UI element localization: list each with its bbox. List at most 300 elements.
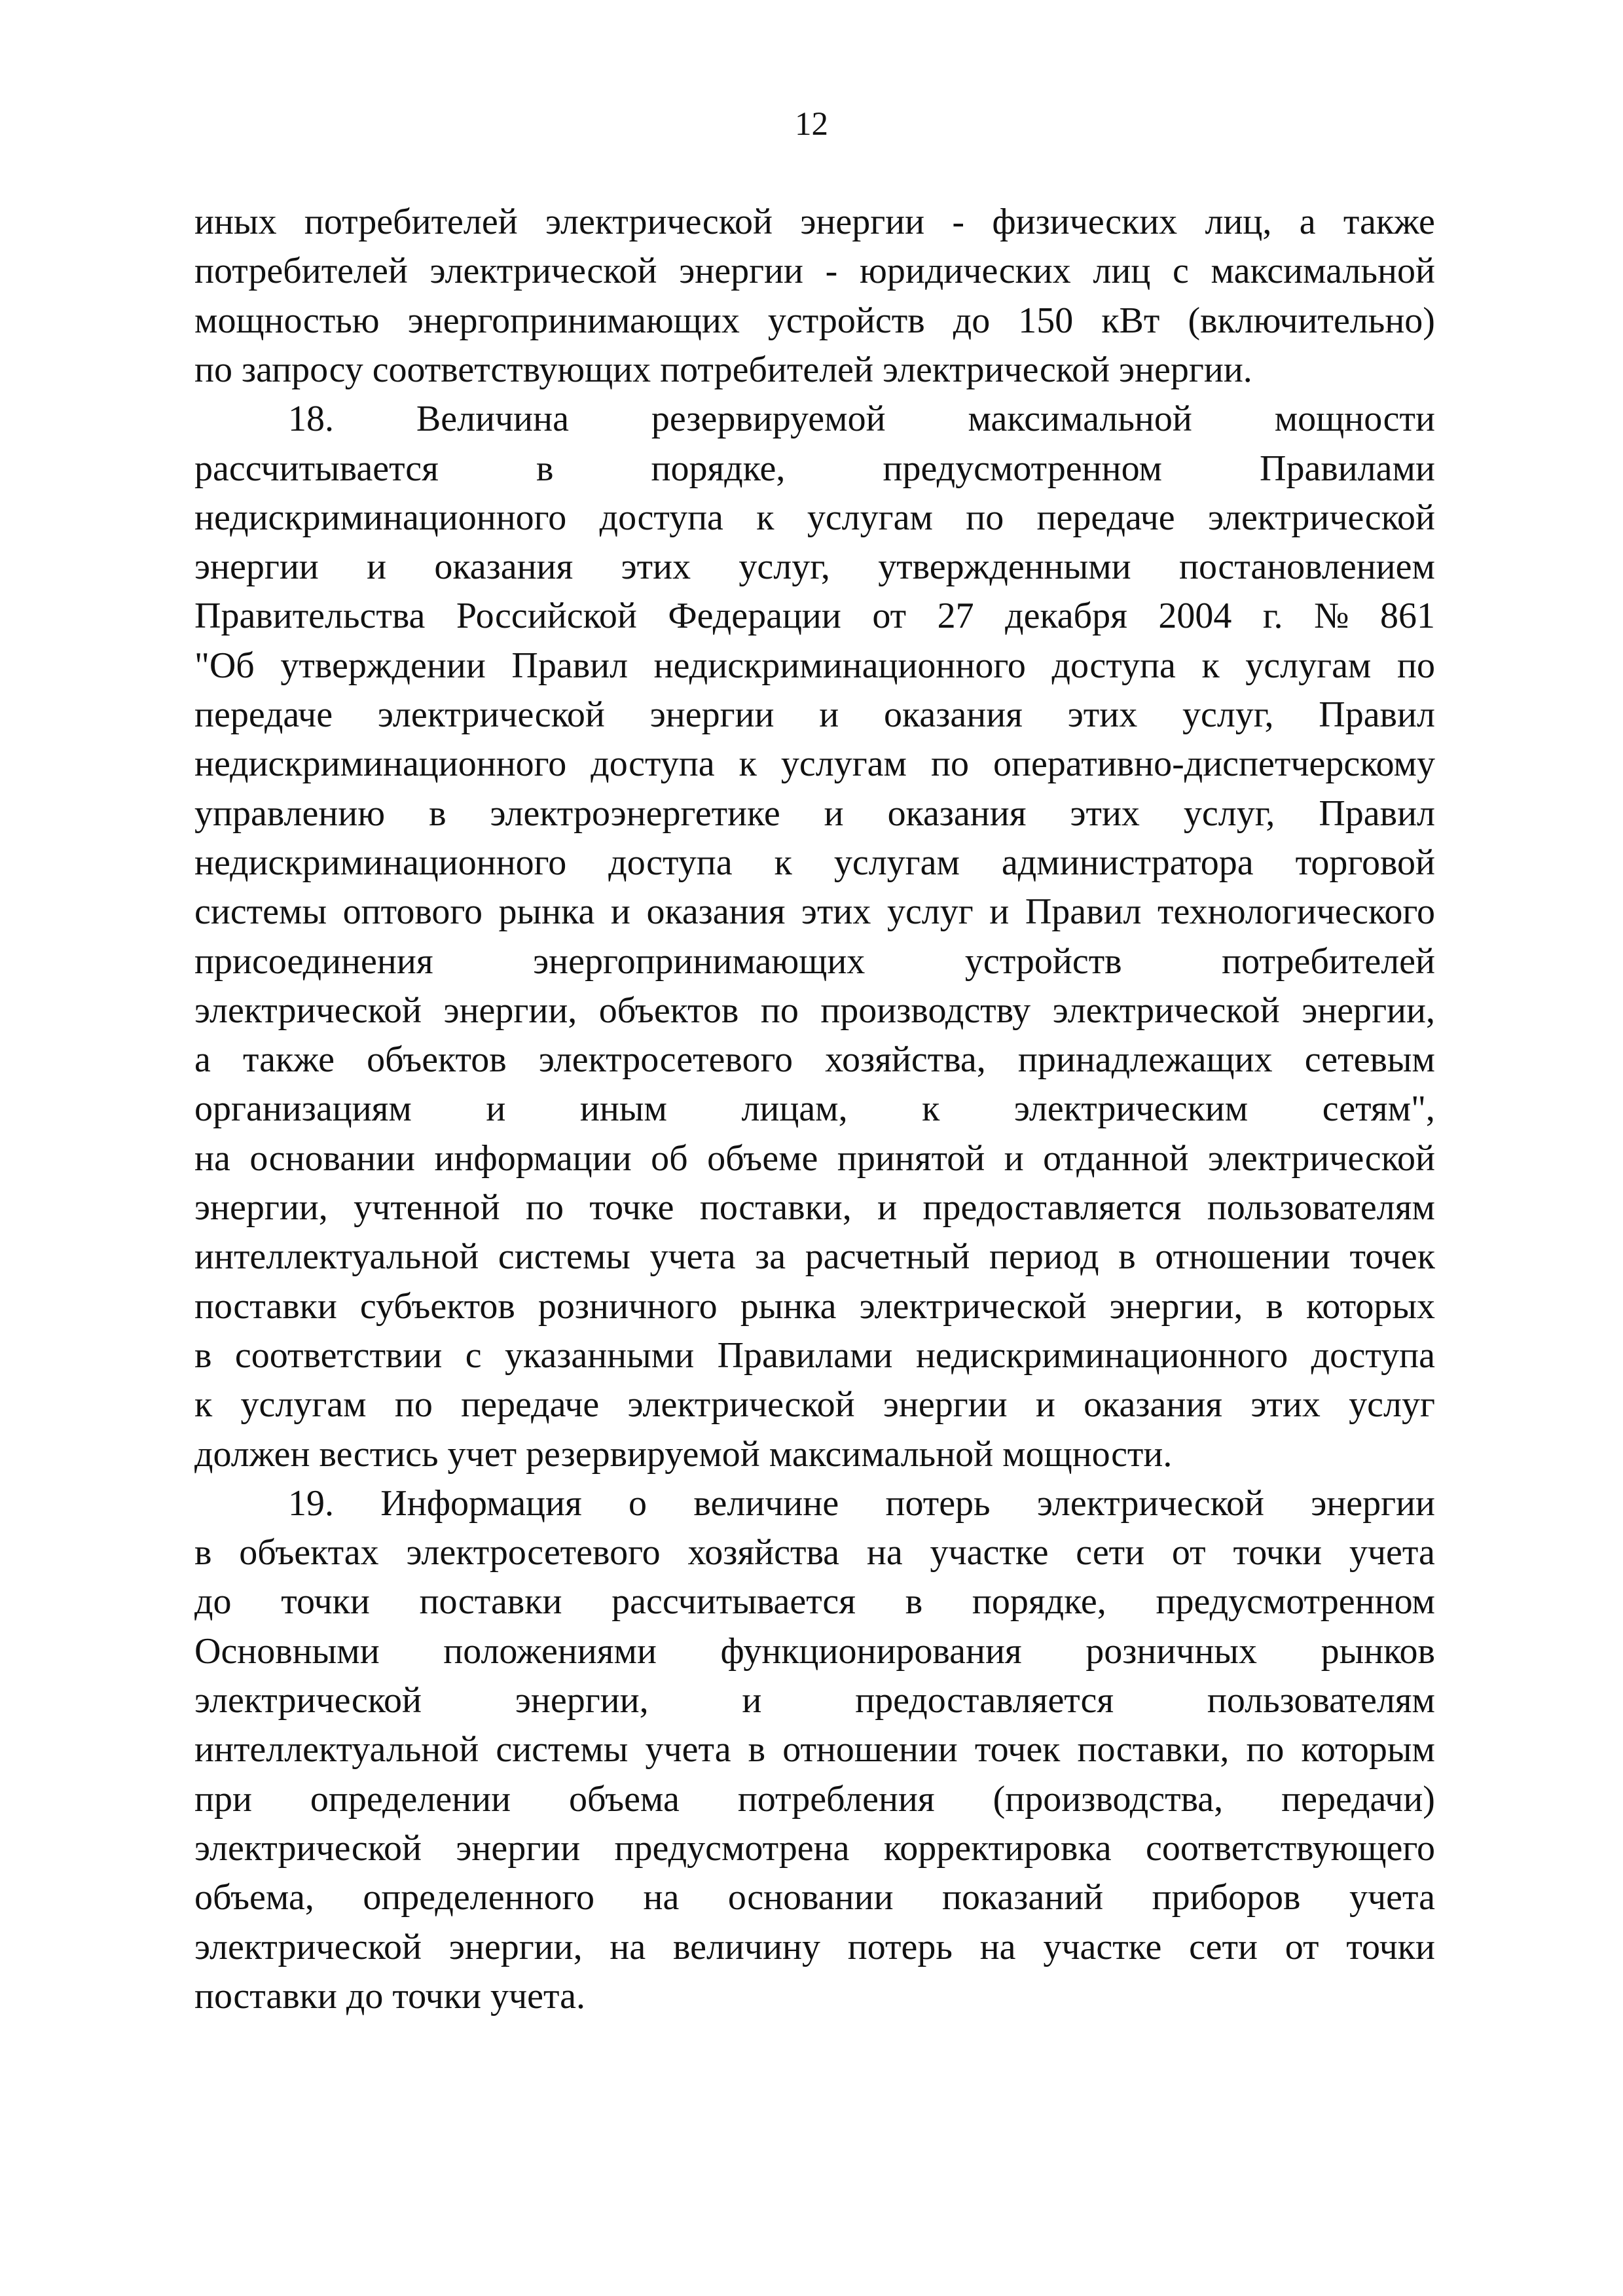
word: энергопринимающих [533,941,866,982]
word: иных [194,202,277,242]
word: энергии [800,202,925,242]
word: в [194,1532,212,1573]
word: энергии, [443,990,577,1031]
word: к [922,1088,940,1129]
word: иным [579,1088,667,1129]
word: точки [1233,1532,1322,1573]
text-line [194,1824,1435,1873]
word: которых [1305,1286,1435,1327]
word: по [394,1384,433,1425]
word: системы [496,1729,629,1770]
word: этих [801,891,871,932]
word: также [1343,202,1435,242]
word: приборов [1152,1877,1301,1918]
word: недискриминационного [194,842,567,883]
word: мощностью [194,300,380,341]
word: учета. [490,1976,586,2017]
word: энергии, [448,1927,583,1967]
word: энергии [649,694,775,735]
text-line [194,1676,1435,1725]
word: энергии [194,547,319,587]
word: до [194,1581,232,1622]
word: энергии, [1109,1286,1243,1327]
text-line [194,1627,1435,1676]
text-line [194,1528,1435,1577]
word: пользователям [1207,1680,1435,1721]
text-line [194,1134,1435,1183]
word: системы [498,1236,630,1277]
word: Федерации [668,596,841,636]
word: величину [673,1927,820,1967]
word: о [629,1483,647,1524]
word: услугам [833,842,960,883]
word: точке [589,1187,674,1228]
page-number: 12 [795,106,828,143]
word: 18. [288,399,334,439]
word: потребителей [194,251,408,291]
word: по [525,1187,564,1228]
word: поставки, [1077,1729,1230,1770]
word: на [866,1532,903,1573]
word: а [194,1039,211,1080]
word: которым [1301,1729,1435,1770]
word: устройств [964,941,1122,982]
word: также [242,1039,335,1080]
word: по [194,350,232,390]
word: Правилами [717,1335,893,1376]
word: услугам [1245,645,1372,686]
word: предусмотренном [1156,1581,1435,1622]
word: розничных [1085,1631,1258,1672]
word: предусмотренном [883,448,1162,489]
word: - [825,251,838,291]
word: мощности [1274,399,1435,439]
word: сетевым [1304,1039,1435,1080]
word: энергии [456,1828,581,1869]
word: за [755,1236,786,1277]
word: объектов [598,990,739,1031]
word: передаче [1036,497,1175,538]
word: электрической [194,1927,422,1967]
word: недискриминационного [194,744,567,784]
word: на [979,1927,1016,1967]
word: энергии, [515,1680,649,1721]
word: услугам [780,744,907,784]
text-line [194,740,1435,788]
word: оказания [434,547,574,587]
word: Величина [416,399,569,439]
word: от [1171,1532,1206,1573]
word: устройств [767,300,925,341]
text-line [194,1085,1435,1133]
word: функционирования [720,1631,1022,1672]
word: к [194,1384,213,1425]
word: доступа [608,842,733,883]
word: технологического [1158,891,1435,932]
word: об [651,1138,688,1179]
text-line [194,1923,1435,1971]
word: утверждении [280,645,486,686]
word: в [1118,1236,1136,1277]
text-line [194,543,1435,591]
word: учета [649,1236,736,1277]
word: сетям", [1322,1088,1435,1129]
text-line [194,1873,1435,1922]
word: по [1396,645,1435,686]
word: потребления [737,1779,935,1820]
word: передаче [194,694,333,735]
word: интеллектуальной [194,1729,479,1770]
word: основании [249,1138,415,1179]
word: электрической [1207,497,1435,538]
word: вестись [319,1434,439,1475]
word: услуг, [739,547,830,587]
word: учтенной [354,1187,500,1228]
word: потерь [847,1927,953,1967]
text-line [194,691,1435,739]
word: электрической [194,1828,422,1869]
word: учета [645,1729,731,1770]
word: запросу [241,350,363,390]
text-line [288,1479,1435,1528]
word: электрической [545,202,773,242]
word: точки [1346,1927,1435,1967]
word: информации [434,1138,632,1179]
word: рынка [740,1286,837,1327]
word: и [367,547,387,587]
word: объема [569,1779,680,1820]
word: по [930,744,969,784]
word: электросетевого [406,1532,661,1573]
word: точки [392,1976,481,2017]
word: величине [693,1483,839,1524]
word: на [643,1877,680,1918]
word: оказания [887,793,1027,834]
word: Правил [1319,694,1435,735]
word: электрической [429,251,657,291]
word: по [760,990,799,1031]
word: поставки [194,1286,337,1327]
word: присоединения [194,941,433,982]
word: и [989,891,1010,932]
text-line [194,198,1435,246]
word: рынка [498,891,595,932]
word: и [819,694,839,735]
word: доступа [1311,1335,1435,1376]
word: этих [1250,1384,1321,1425]
word: № [1314,596,1349,636]
word: электрической [1207,1138,1435,1179]
word: недискриминационного [653,645,1026,686]
text-line [288,395,1435,443]
word: системы [194,891,327,932]
word: услуг, [1183,793,1275,834]
text-line [194,1972,1435,2020]
word: определенного [363,1877,595,1918]
word: этих [621,547,691,587]
word: доступа [591,744,715,784]
word: с [465,1335,482,1376]
word: недискриминационного [194,497,567,538]
word: потребителей [304,202,518,242]
word: передаче [461,1384,600,1425]
word: администратора [1001,842,1254,883]
word: Информация [380,1483,582,1524]
word: предоставляется [855,1680,1114,1721]
word: этих [1067,694,1138,735]
word: энергопринимающих [407,300,740,341]
word: от [1285,1927,1319,1967]
word: оказания [1084,1384,1223,1425]
word: и [1035,1384,1055,1425]
word: услуг, [1182,694,1274,735]
word: участке [1043,1927,1162,1967]
text-line [194,444,1435,493]
text-line [194,1577,1435,1626]
word: энергии. [1119,350,1252,390]
word: и [824,793,844,834]
word: в [905,1581,923,1622]
word: недискриминационного [915,1335,1288,1376]
text-line [194,1380,1435,1429]
word: (производства, [993,1779,1224,1820]
word: Правил [511,645,629,686]
word: и [877,1187,898,1228]
word: лицам, [741,1088,848,1129]
word: электрической [377,694,605,735]
word: в [429,793,447,834]
word: потребителей [660,350,873,390]
word: утвержденными [878,547,1131,587]
word: лиц, [1205,202,1272,242]
word: декабря [1005,596,1127,636]
word: электрической [1052,990,1280,1031]
word: электрической [859,1286,1087,1327]
word: максимальной [1211,251,1435,291]
word: и [742,1680,762,1721]
word: Правилами [1260,448,1435,489]
word: участке [930,1532,1049,1573]
word: при [194,1779,252,1820]
text-line [194,1183,1435,1232]
word: к [739,744,757,784]
text-line [194,937,1435,986]
word: 150 [1018,300,1074,341]
word: 861 [1380,596,1435,636]
word: электроэнергетике [490,793,780,834]
text-line [194,1430,1435,1479]
word: Правительства [194,596,426,636]
word: оперативно-диспетчерскому [993,744,1435,784]
word: до [346,1976,384,2017]
word: субъектов [359,1286,515,1327]
word: в [748,1729,766,1770]
word: порядке, [972,1581,1106,1622]
word: период [989,1236,1099,1277]
word: принадлежащих [1017,1039,1273,1080]
word: электрической [194,990,422,1031]
word: 27 [937,596,974,636]
word: резервируемой [651,399,886,439]
text-line [194,346,1435,394]
word: постановлением [1178,547,1435,587]
word: соответствии [234,1335,443,1376]
word: должен [194,1434,310,1475]
word: доступа [1051,645,1176,686]
word: рассчитывается [194,448,439,489]
text-line [194,592,1435,640]
word: юридических [860,251,1071,291]
word: максимальной [769,1434,994,1475]
word: потерь [885,1483,991,1524]
word: организациям [194,1088,412,1129]
word: резервируемой [526,1434,760,1475]
text-line [194,986,1435,1035]
word: отданной [1043,1138,1189,1179]
word: точек [974,1729,1061,1770]
word: расчетный [805,1236,970,1277]
word: энергии [883,1384,1008,1425]
word: порядке, [651,448,786,489]
word: электрической [883,350,1110,390]
word: учета [1349,1877,1435,1918]
word: поставки [194,1976,337,2017]
word: лиц [1093,251,1151,291]
word: г. [1262,596,1283,636]
word: оптового [342,891,483,932]
word: указанными [505,1335,695,1376]
word: до [953,300,991,341]
word: доступа [599,497,723,538]
word: услугам [240,1384,367,1425]
word: по [1246,1729,1285,1770]
text-line [194,247,1435,295]
word: к [756,497,775,538]
word: электросетевого [538,1039,793,1080]
word: (включительно) [1188,300,1435,341]
word: кВт [1101,300,1160,341]
text-line [194,888,1435,936]
word: объектах [239,1532,379,1573]
word: отношении [1155,1236,1330,1277]
word: точки [281,1581,370,1622]
word: Правил [1319,793,1435,834]
word: к [774,842,792,883]
word: энергии, [194,1187,328,1228]
word: учета [1349,1532,1435,1573]
word: корректировка [883,1828,1112,1869]
word: положениями [443,1631,657,1672]
word: а [1299,202,1316,242]
word: электрической [194,1680,422,1721]
text-line [194,1331,1435,1380]
text-line [194,789,1435,838]
word: Российской [456,596,637,636]
word: к [1201,645,1220,686]
word: 19. [288,1483,334,1524]
word: рынков [1321,1631,1435,1672]
word: и [1004,1138,1024,1179]
word: торговой [1295,842,1435,883]
word: учет [447,1434,517,1475]
text-line [194,1035,1435,1084]
word: на [610,1927,646,1967]
text-line [194,493,1435,542]
word: объема, [194,1877,314,1918]
word: передачи) [1281,1779,1435,1820]
text-line [194,838,1435,887]
word: от [872,596,907,636]
word: предоставляется [922,1187,1182,1228]
word: рассчитывается [611,1581,856,1622]
word: Правил [1025,891,1142,932]
word: - [952,202,965,242]
word: соответствующих [372,350,651,390]
word: определении [310,1779,511,1820]
word: и [486,1088,506,1129]
word: услуг [1349,1384,1435,1425]
word: объектов [367,1039,507,1080]
word: этих [1070,793,1140,834]
word: мощности. [1002,1434,1173,1475]
word: в [194,1335,212,1376]
word: показаний [942,1877,1104,1918]
word: точек [1349,1236,1435,1277]
word: энергии, [1302,990,1435,1031]
word: максимальной [968,399,1192,439]
word: принятой [837,1138,985,1179]
word: объеме [707,1138,818,1179]
text-line [194,296,1435,345]
word: 2004 [1158,596,1232,636]
word: соответствующего [1146,1828,1435,1869]
word: сети [1189,1927,1258,1967]
text-line [194,1725,1435,1774]
word: оказания [884,694,1023,735]
word: энергии [679,251,803,291]
word: по [966,497,1004,538]
word: в [1266,1286,1283,1327]
word: "Об [194,645,255,686]
word: энергии [1311,1483,1435,1524]
word: физических [992,202,1178,242]
text-line [194,1282,1435,1331]
word: электрической [1036,1483,1264,1524]
word: поставки [419,1581,562,1622]
word: и [610,891,630,932]
word: сети [1076,1532,1145,1573]
word: розничного [538,1286,718,1327]
word: Основными [194,1631,380,1672]
word: предусмотрена [614,1828,850,1869]
text-line [194,1775,1435,1823]
word: на [194,1138,230,1179]
word: производству [820,990,1031,1031]
word: хозяйства, [825,1039,986,1080]
word: с [1173,251,1189,291]
text-line [194,641,1435,690]
word: пользователям [1207,1187,1435,1228]
word: услугам [807,497,933,538]
word: потребителей [1222,941,1435,982]
word: основании [727,1877,894,1918]
text-line [194,1232,1435,1281]
word: услуг [886,891,974,932]
word: хозяйства [687,1532,840,1573]
word: в [536,448,554,489]
word: интеллектуальной [194,1236,479,1277]
word: электрической [627,1384,855,1425]
